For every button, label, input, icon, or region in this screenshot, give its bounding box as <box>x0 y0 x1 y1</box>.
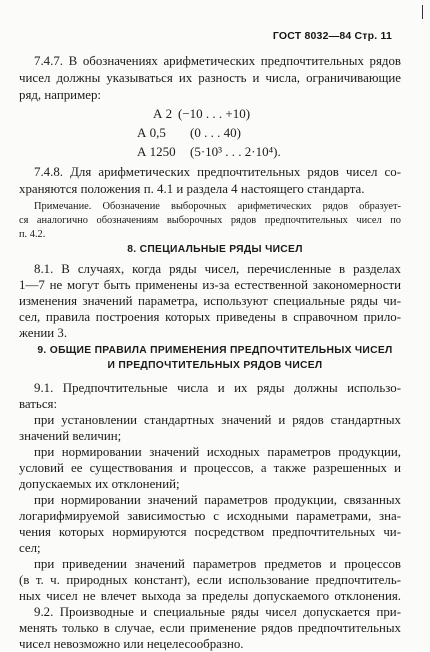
paragraph-line: 1—7 не могут быть применены из-за естественной закономерности <box>19 278 401 292</box>
paragraph-line: при нормировании значений параметров продукции, связанных <box>34 493 401 507</box>
paragraph-line: условий ее существования и процессов, а также разрешенных и <box>19 461 401 475</box>
paragraph-line: при установлении стандартных значений и рядов стандартных <box>34 413 401 427</box>
paragraph-line: храняются положения п. 4.1 и раздела 4 настоящего стандарта. <box>19 182 365 196</box>
paragraph-line: логарифмируемой зависимостью с исходными параметрами, зна- <box>19 509 401 523</box>
note-line: Примечание. Обозначение выборочных арифметических рядов образует- <box>34 201 401 212</box>
example-name: А 0,5 <box>137 125 166 140</box>
paragraph-line: 8.1. В случаях, когда ряды чисел, перечисленные в разделах <box>34 262 401 276</box>
example-range: (−10 . . . +10) <box>178 106 251 121</box>
paragraph-line: изменения значений параметра, используют специальные ряды чи- <box>19 294 401 308</box>
page-header: ГОСТ 8032—84 Стр. 11 <box>272 30 392 42</box>
section-title: И ПРЕДПОЧТИТЕЛЬНЫХ РЯДОВ ЧИСЕЛ <box>107 360 323 371</box>
paragraph-line: допускаемых их отклонений; <box>19 477 180 491</box>
paragraph-line: менять только в случае, если применение рядов предпочтительных <box>19 621 401 635</box>
paragraph-line: ряд, например: <box>19 88 101 102</box>
paragraph-line: 9.1. Предпочтительные числа и их ряды должны использо- <box>34 381 401 395</box>
section-title: 9. ОБЩИЕ ПРАВИЛА ПРИМЕНЕНИЯ ПРЕДПОЧТИТЕЛЬНЫХ ЧИСЕЛ <box>37 345 393 356</box>
paragraph-line: ваться: <box>19 397 58 411</box>
paragraph-line: чисел невозможно или нецелесообразно. <box>19 637 244 651</box>
note-line: п. 4.2. <box>19 229 46 240</box>
paragraph-line: значений величин; <box>19 429 122 443</box>
paragraph-line: жении 3. <box>19 326 68 340</box>
paragraph-line: ных чисел не влечет выхода за пределы допускаемого отклонения. <box>19 589 401 603</box>
paragraph-line: 9.2. Производные и специальные ряды чисел допускается при- <box>34 605 401 619</box>
paragraph-line: сел; <box>19 541 41 555</box>
example-range: (0 . . . 40) <box>190 125 241 140</box>
example-name: А 2 <box>153 106 173 121</box>
margin-mark <box>422 5 423 19</box>
paragraph-line: 7.4.8. Для арифметических предпочтительных рядов чисел со- <box>34 165 401 179</box>
paragraph-line: чения которых нормируются посредством предпочтительных чи- <box>19 525 401 539</box>
example-name: А 1250 <box>137 144 176 159</box>
paragraph-line: чисел должны указываться их разность и числа, ограничивающие <box>19 71 401 85</box>
section-title: 8. СПЕЦИАЛЬНЫЕ РЯДЫ ЧИСЕЛ <box>127 244 303 255</box>
paragraph-line: 7.4.7. В обозначениях арифметических предпочтительных рядов <box>34 54 401 68</box>
note-line: ся аналогично обозначениям выборочных рядов предпочтительных чисел по <box>19 215 401 226</box>
paragraph-line: (в т. ч. природных констант), если использование предпочтитель- <box>19 573 401 587</box>
paragraph-line: при приведении значений параметров предметов и процессов <box>34 557 401 571</box>
paragraph-line: при нормировании значений исходных параметров продукции, <box>34 445 401 459</box>
paragraph-line: сел, правила построения которых приведены в справочном прило- <box>19 310 401 324</box>
example-range: (5·10³ . . . 2·10⁴). <box>190 144 281 159</box>
